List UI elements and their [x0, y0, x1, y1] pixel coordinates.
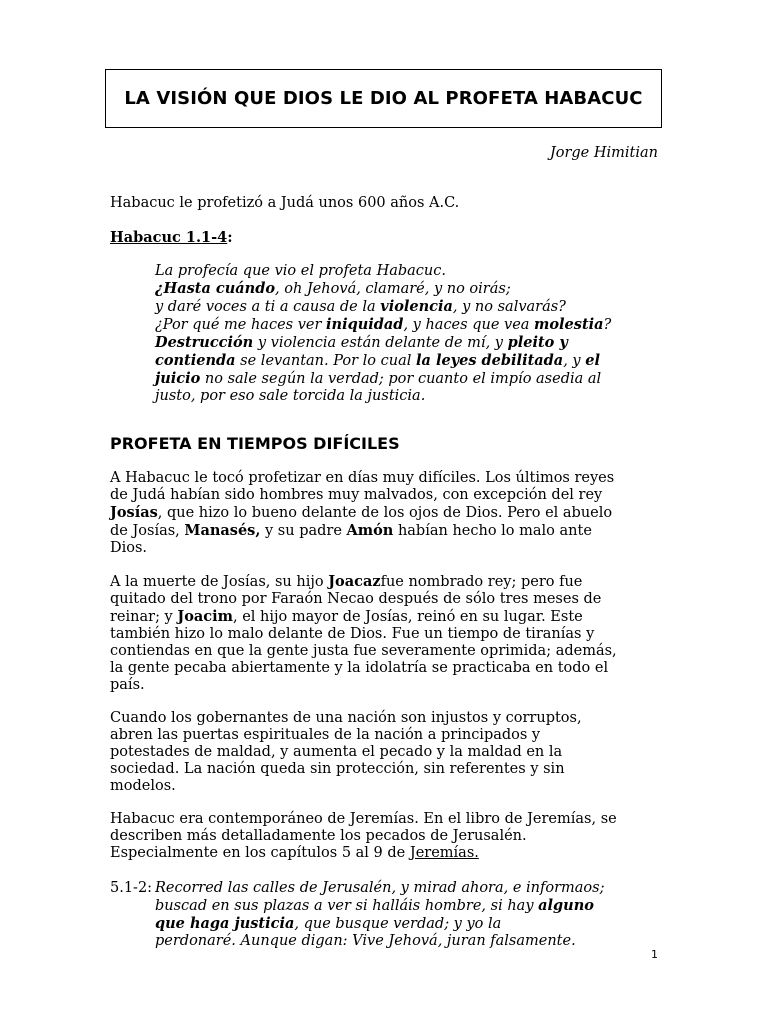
section-heading: PROFETA EN TIEMPOS DIFÍCILES — [110, 434, 400, 453]
page-title: LA VISIÓN QUE DIOS LE DIO AL PROFETA HABACUC — [124, 88, 643, 109]
title-box — [105, 69, 662, 128]
intro-paragraph: Habacuc le profetizó a Judá unos 600 años A.C. — [110, 195, 460, 211]
jeremias-link[interactable]: Jeremías. — [409, 845, 479, 861]
verse-line: justo, por eso sale torcida la justicia. — [155, 388, 426, 404]
verse-reference-label: 5.1-2: — [110, 880, 153, 896]
verse-line: La profecía que vio el profeta Habacuc. — [155, 263, 446, 279]
verse-line: perdonaré. Aunque digan: Vive Jehová, juran falsamente. — [155, 933, 576, 949]
verse-line: Recorred las calles de Jerusalén, y mirad ahora, e informaos; — [155, 880, 605, 896]
verse-line: y daré voces a ti a causa de la violencia, y no salvarás? — [155, 298, 566, 315]
scripture-reference: Habacuc 1.1-4: — [110, 229, 233, 246]
verse-line: ¿Hasta cuándo, oh Jehová, clamaré, y no oirás; — [155, 280, 511, 297]
verse-block-jeremias — [155, 880, 665, 950]
paragraph-kings: A Habacuc le tocó profetizar en días muy difíciles. Los últimos reyes de Judá habían sido hombres muy malvados, con excepción del rey Josías, que hizo lo bueno delante de los ojos de Dios. Pero el abuelo de Josías, Manasés, y su padre Amón habían hecho lo malo ante Dios. — [110, 470, 615, 556]
verse-line: buscad en sus plazas a ver si halláis hombre, si hay alguno — [155, 897, 594, 914]
verse-line: contienda se levantan. Por lo cual la leyes debilitada, y el — [155, 352, 600, 369]
author: Jorge Himitian — [549, 145, 658, 161]
verse-line: que haga justicia, que busque verdad; y yo la — [155, 915, 502, 932]
verse-line: ¿Por qué me haces ver iniquidad, y haces que vea molestia? — [155, 316, 612, 333]
paragraph-rulers: Cuando los gobernantes de una nación son injustos y corruptos, abren las puertas espirituales de la nación a principados y potestades de maldad, y aumenta el pecado y la maldad en la sociedad. La nación queda sin protección, sin referentes y sin modelos. — [110, 710, 582, 794]
page-number: 1 — [651, 948, 658, 961]
verse-line: juicio no sale según la verdad; por cuanto el impío asedia al — [155, 370, 602, 387]
verse-line: Destrucción y violencia están delante de mí, y pleito y — [155, 334, 568, 351]
paragraph-jeremias: Habacuc era contemporáneo de Jeremías. En el libro de Jeremías, se describen más detalladamente los pecados de Jerusalén. Especialmente en los capítulos 5 al 9 de Jeremías. — [110, 811, 617, 861]
verse-block-habacuc — [155, 263, 660, 405]
reference-label: Habacuc 1.1-4 — [110, 229, 228, 246]
paragraph-joacaz: A la muerte de Josías, su hijo Joacazfue nombrado rey; pero fue quitado del trono por Faraón Necao después de sólo tres meses de reinar; y Joacim, el hijo mayor de Josías, reinó en su lugar. Este también hizo lo malo delante de Dios. Fue un tiempo de tiranías y contiendas en que la gente justa fue severamente oprimida; además, la gente pecaba abiertamente y la idolatría se practicaba en todo el país. — [110, 573, 617, 693]
